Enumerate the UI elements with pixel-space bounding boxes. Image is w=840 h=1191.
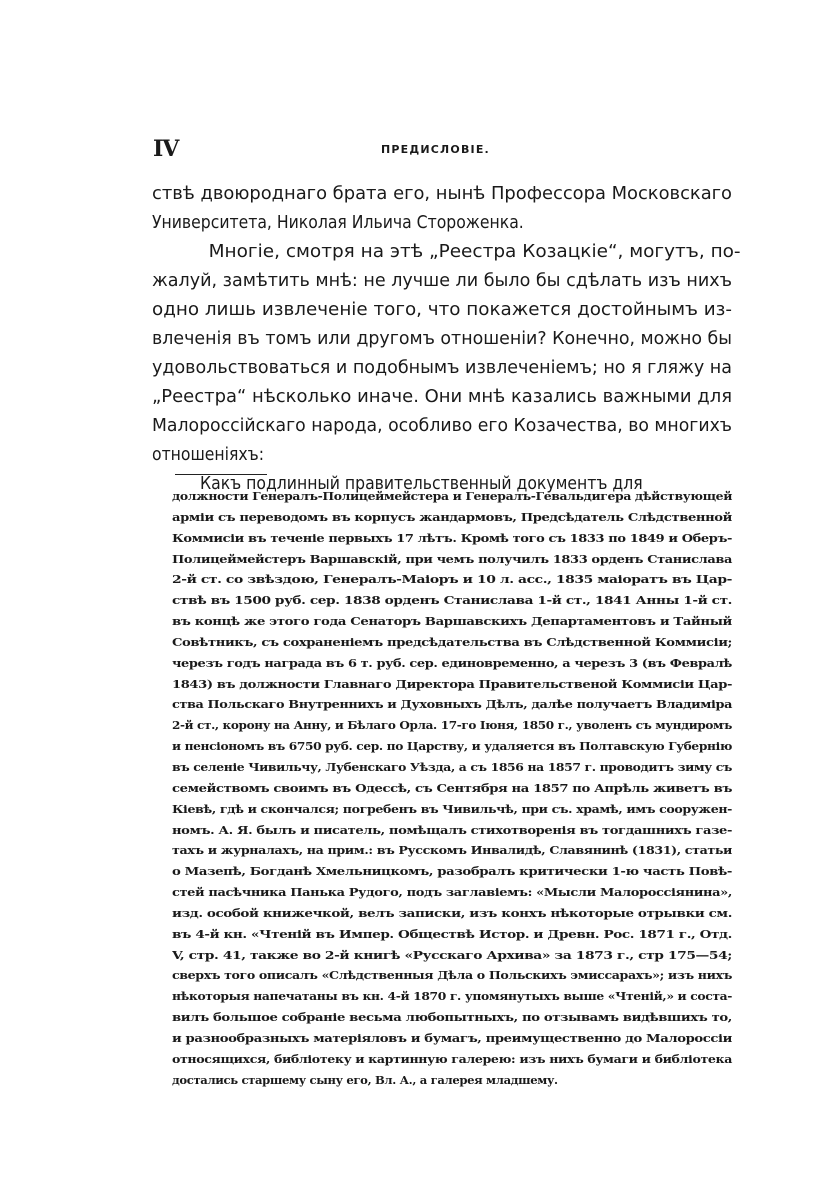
- footnote: [172, 486, 732, 1090]
- footnote-line: въ 4-й кн. «Чтеній въ Импер. Обществѣ Истор. и Древн. Рос. 1871 г., Отд.: [172, 926, 732, 941]
- footnote-line: и пенсіономъ въ 6750 руб. сер. по Царству, и удаляется въ Полтавскую Губернію: [172, 739, 732, 754]
- main-text-line: ствѣ двоюроднаго брата его, нынѣ Профессора Московскаго: [152, 184, 733, 204]
- footnote-divider: [175, 474, 267, 475]
- footnote-line: ства Польскаго Внутреннихъ и Духовныхъ Дѣлъ, далѣе получаетъ Владиміра: [172, 697, 733, 712]
- footnote-line: тахъ и журналахъ, на прим.: въ Русскомъ Инвалидѣ, Славянинѣ (1831), статьи: [172, 843, 733, 858]
- footnote-line: V, стр. 41, также во 2-й книгѣ «Русскаго Архива» за 1873 г., стр 175—54;: [172, 947, 732, 962]
- main-text: [152, 180, 741, 499]
- footnote-line: стей пасѣчника Панька Рудого, подъ заглавіемъ: «Мысли Малороссіянина»,: [172, 885, 732, 900]
- main-text-line: „Реестра“ нѣсколько иначе. Они мнѣ казались важными для: [152, 387, 733, 407]
- footnote-line: вилъ большое собраніе весьма любопытныхъ, по отзывамъ видѣвшихъ то,: [172, 1010, 732, 1025]
- page-number: IV: [153, 136, 179, 162]
- page-header: [153, 136, 723, 166]
- footnote-line: арміи съ переводомъ въ корпусъ жандармовъ, Предсѣдатель Слѣдственной: [172, 509, 732, 524]
- main-text-line: удовольствоваться и подобнымъ извлеченіемъ; но я гляжу на: [152, 358, 732, 378]
- footnote-line: Коммисіи въ теченіе первыхъ 17 лѣтъ. Кромѣ того съ 1833 по 1849 и Оберъ-: [172, 530, 733, 545]
- main-text-line: влеченія въ томъ или другомъ отношеніи? Конечно, можно бы: [152, 329, 732, 349]
- main-text-line: Многіе, смотря на этѣ „Реестра Козацкіе“, могутъ, по-: [208, 242, 741, 262]
- footnote-line: въ концѣ же этого года Сенаторъ Варшавскихъ Департаментовъ и Тайный: [172, 614, 732, 629]
- footnote-line: о Мазепѣ, Богданѣ Хмельницкомъ, разобралъ критически 1-ю часть Повѣ-: [172, 864, 732, 879]
- footnote-line: изд. особой книжечкой, велъ записки, изъ конхъ нѣкоторые отрывки см.: [172, 905, 733, 920]
- main-text-line: Какъ подлинный правительственный документъ для: [200, 474, 643, 494]
- footnote-line: сверхъ того описалъ «Слѣдственныя Дѣла о Польскихъ эмиссарахъ»; изъ нихъ: [172, 968, 732, 983]
- footnote-line: 2-й ст., корону на Анну, и Бѣлаго Орла. 17-го Іюня, 1850 г., уволенъ съ мундиромъ: [172, 718, 733, 733]
- main-text-line: Университета, Николая Ильича Стороженка.: [152, 213, 524, 233]
- main-text-line: отношеніяхъ:: [152, 445, 265, 465]
- main-text-line: жалуй, замѣтить мнѣ: не лучше ли было бы сдѣлать изъ нихъ: [152, 271, 732, 291]
- footnote-line: ствѣ въ 1500 руб. сер. 1838 орденъ Станислава 1-й ст., 1841 Анны 1-й ст.: [172, 593, 733, 608]
- footnote-line: Кіевѣ, гдѣ и скончался; погребенъ въ Чивильчѣ, при съ. храмѣ, имъ сооружен-: [172, 801, 733, 816]
- footnote-line: семействомъ своимъ въ Одессѣ, съ Сентября на 1857 по Апрѣль живетъ въ: [172, 780, 733, 795]
- main-text-line: одно лишь извлеченіе того, что покажется достойнымъ из-: [152, 300, 733, 320]
- footnote-line: и разнообразныхъ матеріяловъ и бумагъ, преимущественно до Малороссіи: [172, 1030, 732, 1045]
- footnote-line: черезъ годъ награда въ 6 т. руб. сер. единовременно, а черезъ 3 (въ Февралѣ: [172, 655, 732, 670]
- footnote-line: 1843) въ должности Главнаго Директора Правительственой Коммисіи Цар-: [172, 676, 732, 691]
- footnote-line: Совѣтникъ, съ сохраненіемъ предсѣдательства въ Слѣдственной Коммисіи;: [172, 634, 733, 649]
- footnote-line: относящихся, библіотеку и картинную галерею: изъ нихъ бумаги и библіотека: [172, 1051, 732, 1066]
- running-head: ПРЕДИСЛОВІЕ.: [381, 143, 490, 156]
- footnote-line: достались старшему сыну его, Вл. А., а галерея младшему.: [172, 1072, 558, 1087]
- footnote-line: нѣкоторыя напечатаны въ кн. 4-й 1870 г. упомянутыхъ выше «Чтеній,» и соста-: [172, 989, 732, 1004]
- footnote-line: въ селеніе Чивильчу, Лубенскаго Уѣзда, а съ 1856 на 1857 г. проводитъ зиму съ: [172, 759, 733, 774]
- main-text-line: Малороссійскаго народа, особливо его Козачества, во многихъ: [152, 416, 732, 436]
- footnote-line: должности Генералъ-Полицеймейстера и Генералъ-Гевальдигера дѣйствующей: [172, 489, 733, 503]
- footnote-line: Полицеймейстеръ Варшавскій, при чемъ получилъ 1833 орденъ Станислава: [172, 551, 732, 566]
- footnote-line: 2-й ст. со звѣздою, Генералъ-Маіоръ и 10 л. асс., 1835 маіоратъ въ Цар-: [172, 572, 732, 587]
- footnote-line: номъ. А. Я. былъ и писатель, помѣщалъ стихотворенія въ тогдашнихъ газе-: [172, 822, 732, 837]
